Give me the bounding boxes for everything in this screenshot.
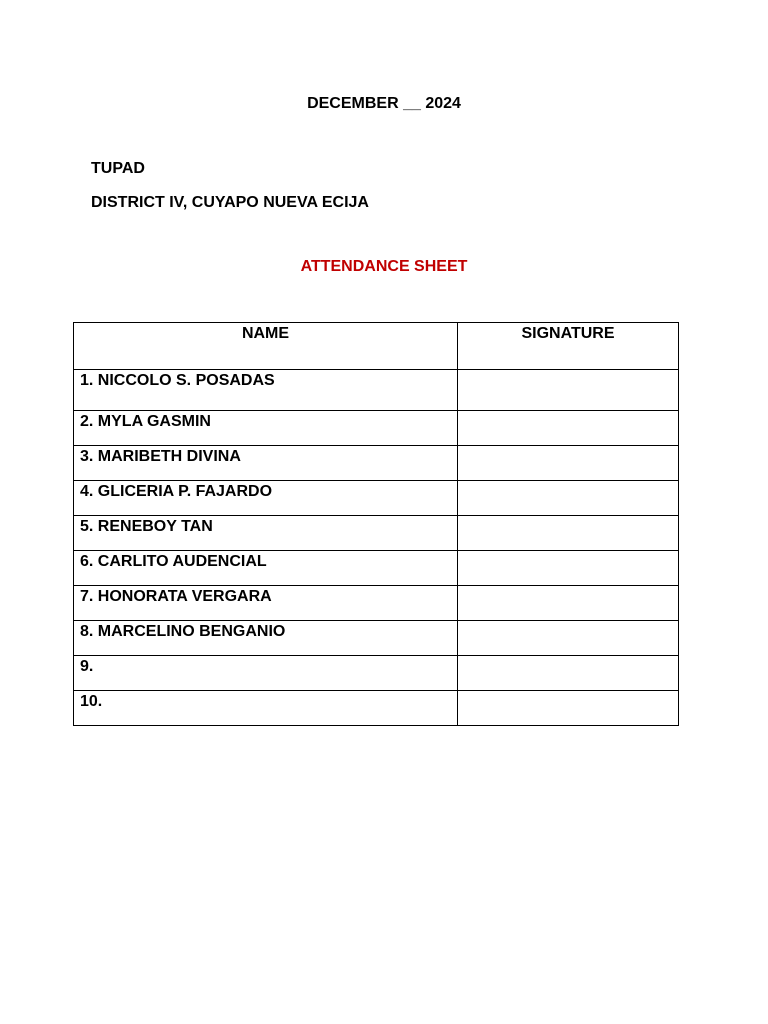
sheet-title: ATTENDANCE SHEET [300,258,468,275]
attendee-name: 8. MARCELINO BENGANIO [74,621,458,656]
signature-cell [458,481,679,516]
signature-cell [458,516,679,551]
table-row [74,411,679,446]
table-row [74,370,679,411]
attendee-name: 6. CARLITO AUDENCIAL [74,551,458,586]
attendee-name: 7. HONORATA VERGARA [74,586,458,621]
table-row [74,481,679,516]
attendee-name: 5. RENEBOY TAN [74,516,458,551]
attendee-name: 3. MARIBETH DIVINA [74,446,458,481]
attendee-name: 9. [74,656,458,691]
table-row [74,691,679,726]
signature-cell [458,656,679,691]
attendee-name: 1. NICCOLO S. POSADAS [74,370,458,411]
attendee-name: 4. GLICERIA P. FAJARDO [74,481,458,516]
document-date: DECEMBER __ 2024 [307,95,461,112]
signature-cell [458,621,679,656]
signature-cell [458,551,679,586]
table-row [74,551,679,586]
table-row [74,621,679,656]
column-header-signature: SIGNATURE [458,323,679,370]
attendee-name: 10. [74,691,458,726]
signature-cell [458,586,679,621]
signature-cell [458,411,679,446]
signature-cell [458,446,679,481]
signature-cell [458,691,679,726]
program-name: TUPAD [91,160,145,177]
attendance-table [73,322,679,726]
table-row [74,516,679,551]
table-header-row [74,323,679,370]
district-location: DISTRICT IV, CUYAPO NUEVA ECIJA [91,194,369,211]
attendee-name: 2. MYLA GASMIN [74,411,458,446]
table-row [74,446,679,481]
table-row [74,656,679,691]
signature-cell [458,370,679,411]
table-row [74,586,679,621]
column-header-name: NAME [74,323,458,370]
